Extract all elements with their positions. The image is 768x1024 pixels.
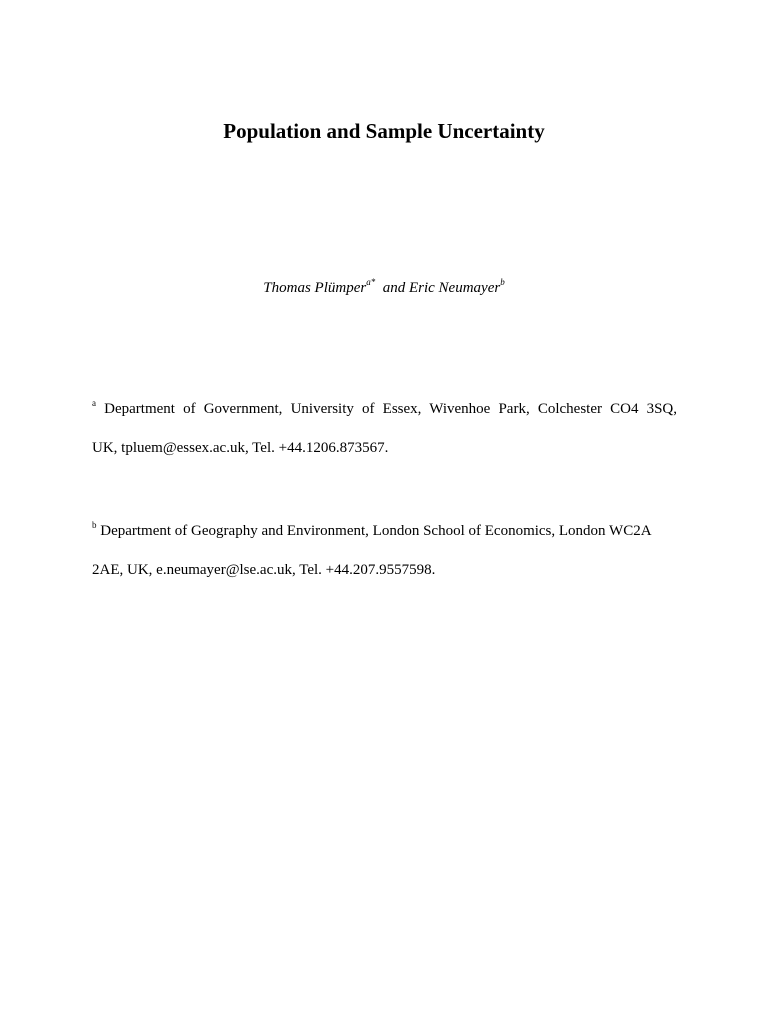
author-line [0,277,768,299]
affiliation-line [92,512,677,551]
affiliation-mark: b [92,520,97,530]
affiliation-line: 2AE, UK, e.neumayer@lse.ac.uk, Tel. +44.207.9557598. [92,562,436,578]
author-affiliation-mark: b [500,277,505,287]
affiliation-text: Department of Government, University of Essex, Wivenhoe Park, Colchester CO4 3SQ, [104,401,678,417]
affiliation-a [92,390,677,468]
affiliation-b [92,512,677,590]
affiliation-mark: a [92,398,96,408]
affiliation-line [92,390,677,429]
affiliation-line: UK, tpluem@essex.ac.uk, Tel. +44.1206.873567. [92,440,389,456]
affiliation-text: Department of Geography and Environment, London School of Economics, London WC2A [100,523,652,539]
paper-title: Population and Sample Uncertainty [223,119,545,143]
author-connector: and [382,280,406,296]
author-affiliation-mark: a* [366,277,376,287]
author-name: Thomas Plümper [263,280,367,296]
author-name: Eric Neumayer [408,280,501,296]
